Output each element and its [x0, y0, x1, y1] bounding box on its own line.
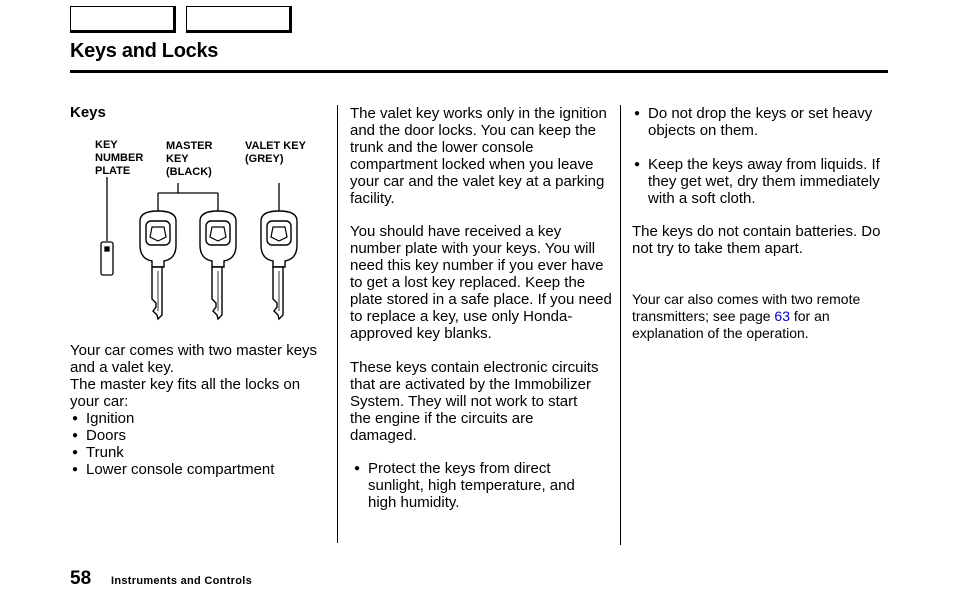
bullet-protect-keys: ● Protect the keys from direct sunlight, high temperature, and high humidity. — [352, 460, 598, 511]
figure-label-key-number-plate: KEY NUMBER PLATE — [95, 139, 144, 177]
locks-list — [70, 410, 328, 478]
key-number-plate-icon — [101, 242, 113, 275]
column-divider-left — [337, 105, 338, 543]
list-item-trunk: ● Trunk — [70, 444, 328, 461]
keys-illustration — [92, 175, 322, 335]
paragraph-master-valet: Your car comes with two master keys and a valet key. — [70, 342, 318, 376]
nav-button-previous[interactable] — [70, 6, 176, 33]
middle-column-bullets — [352, 460, 598, 511]
right-column-paragraph-batteries: The keys do not contain batteries. Do not try to take them apart. — [632, 223, 881, 257]
list-item-lower-console: ● Lower console compartment — [70, 461, 328, 478]
middle-column-paragraph-3: These keys contain electronic circuits that are activated by the Immobilizer System. They will not work to start the engine if the circuits are damaged. — [350, 359, 599, 444]
paragraph-master-fits: The master key fits all the locks on your car: — [70, 376, 301, 410]
section-heading-keys: Keys — [70, 104, 106, 121]
master-key-1-icon — [140, 211, 176, 319]
nav-button-next[interactable] — [186, 6, 292, 33]
page-title: Keys and Locks — [70, 40, 219, 62]
left-column-text — [70, 342, 328, 478]
middle-column-paragraph-1: The valet key works only in the ignition and the door locks. You can keep the trunk and the lower console compartment locked when you leave your car and the valet key at a parking facility. — [350, 105, 607, 207]
middle-column-paragraph-2: You should have received a key number plate with your keys. You will need this key number if you ever have to get a lost key replaced. Keep the plate stored in a safe place. If you need to replace a key, use only Honda-approved key blanks. — [350, 223, 612, 342]
right-column-bullets — [632, 105, 888, 207]
footer-section-title: Instruments and Controls — [111, 575, 253, 587]
column-divider-right — [620, 105, 621, 545]
list-item-ignition: ● Ignition — [70, 410, 328, 427]
figure-label-master-key: MASTER KEY (BLACK) — [166, 140, 213, 178]
bullet-keep-away-liquids: ● Keep the keys away from liquids. If they get wet, dry them immediately with a soft cloth. — [632, 156, 888, 207]
page-63-link[interactable]: 63 — [774, 308, 790, 324]
valet-key-icon — [261, 211, 297, 319]
right-column-paragraph-remote: Your car also comes with two remote transmitters; see page 63 for an explanation of the operation. — [632, 291, 861, 341]
figure-label-valet-key: VALET KEY (GREY) — [245, 140, 306, 165]
list-item-doors: ● Doors — [70, 427, 328, 444]
title-rule — [70, 70, 888, 73]
page-number: 58 — [70, 568, 92, 589]
master-key-2-icon — [200, 211, 236, 319]
bullet-do-not-drop: ● Do not drop the keys or set heavy objects on them. — [632, 105, 888, 139]
